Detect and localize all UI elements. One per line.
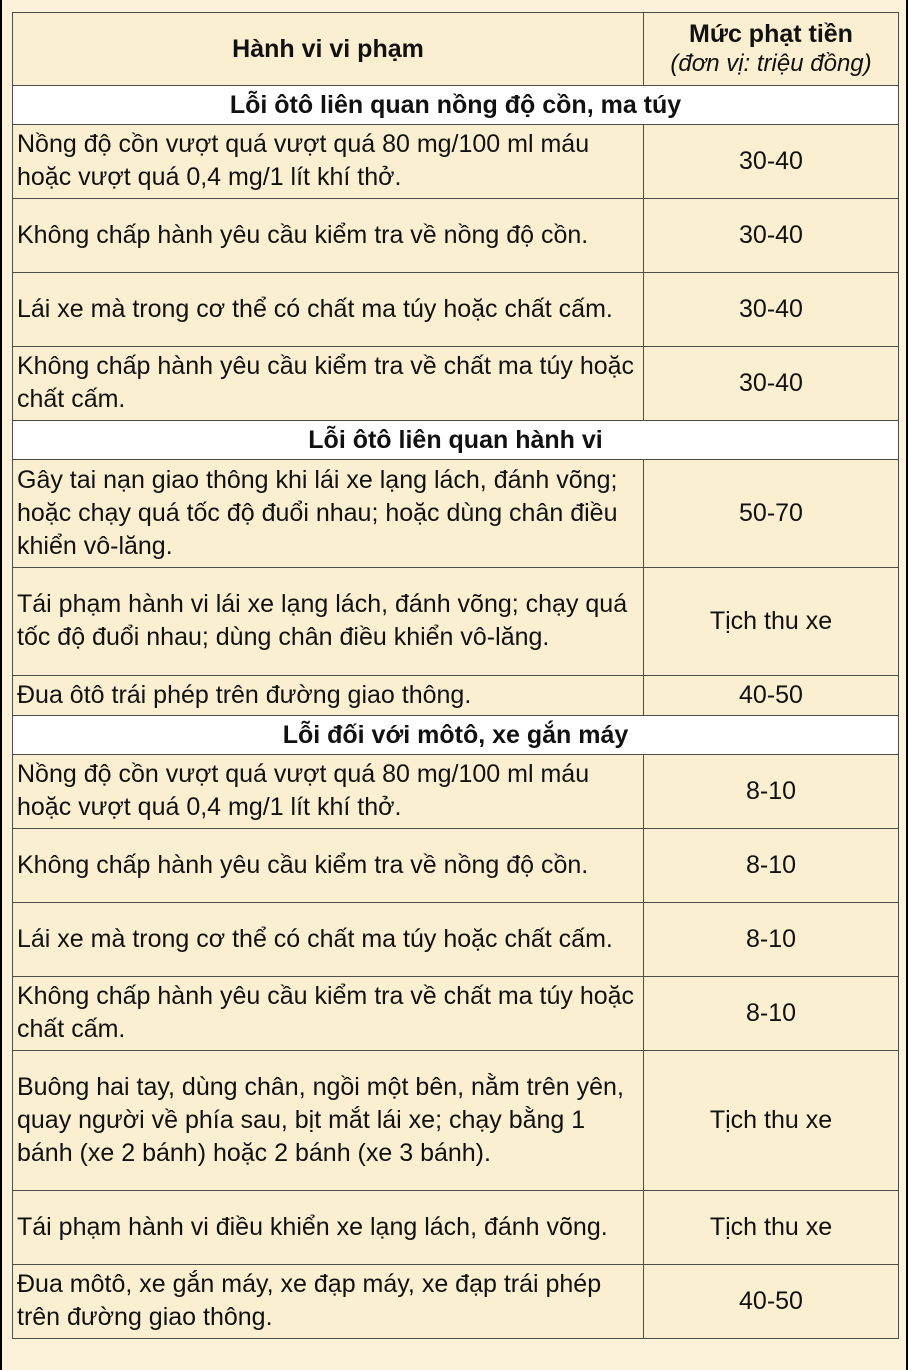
fine-value: 30-40 [644,347,899,421]
violation-text: Đua ôtô trái phép trên đường giao thông. [13,676,644,716]
fine-value: 30-40 [644,125,899,199]
table-row [13,829,899,903]
fine-value: Tịch thu xe [644,1051,899,1191]
document-frame [2,0,906,1370]
table-row [13,676,899,716]
table-header-row [13,13,899,86]
table-row [13,903,899,977]
header-violation: Hành vi vi phạm [13,13,644,86]
violation-text: Gây tai nạn giao thông khi lái xe lạng lách, đánh võng; hoặc chạy quá tốc độ đuổi nhau; hoặc dùng chân điều khiển vô-lăng. [13,460,644,568]
violation-text: Lái xe mà trong cơ thể có chất ma túy hoặc chất cấm. [13,273,644,347]
violation-text: Không chấp hành yêu cầu kiểm tra về nồng độ cồn. [13,199,644,273]
table-row [13,273,899,347]
table-row [13,347,899,421]
violation-text: Lái xe mà trong cơ thể có chất ma túy hoặc chất cấm. [13,903,644,977]
fines-table [12,12,899,1339]
fine-value: 8-10 [644,977,899,1051]
violation-text: Nồng độ cồn vượt quá vượt quá 80 mg/100 ml máu hoặc vượt quá 0,4 mg/1 lít khí thở. [13,755,644,829]
fine-value: 8-10 [644,755,899,829]
fine-value: 40-50 [644,676,899,716]
section-title: Lỗi ôtô liên quan hành vi [13,421,899,460]
violation-text: Không chấp hành yêu cầu kiểm tra về chất ma túy hoặc chất cấm. [13,347,644,421]
table-row [13,125,899,199]
section-row [13,716,899,755]
violation-text: Tái phạm hành vi lái xe lạng lách, đánh võng; chạy quá tốc độ đuổi nhau; dùng chân điều khiển vô-lăng. [13,568,644,676]
section-title: Lỗi ôtô liên quan nồng độ cồn, ma túy [13,86,899,125]
header-fine-title: Mức phạt tiền [689,20,853,48]
table-row [13,977,899,1051]
violation-text: Không chấp hành yêu cầu kiểm tra về nồng độ cồn. [13,829,644,903]
section-title: Lỗi đối với môtô, xe gắn máy [13,716,899,755]
fine-value: 30-40 [644,199,899,273]
section-row [13,421,899,460]
fine-value: 50-70 [644,460,899,568]
fine-value: 8-10 [644,903,899,977]
table-row [13,460,899,568]
table-row [13,1051,899,1191]
table-row [13,1265,899,1339]
table-row [13,755,899,829]
table-row [13,1191,899,1265]
fine-value: 40-50 [644,1265,899,1339]
table-row [13,568,899,676]
section-row [13,86,899,125]
violation-text: Buông hai tay, dùng chân, ngồi một bên, nằm trên yên, quay người về phía sau, bịt mắt lái xe; chạy bằng 1 bánh (xe 2 bánh) hoặc 2 bánh (xe 3 bánh). [13,1051,644,1191]
fine-value: 8-10 [644,829,899,903]
fine-value: Tịch thu xe [644,568,899,676]
table-row [13,199,899,273]
header-fine [644,13,899,86]
fine-value: 30-40 [644,273,899,347]
fine-value: Tịch thu xe [644,1191,899,1265]
violation-text: Nồng độ cồn vượt quá vượt quá 80 mg/100 ml máu hoặc vượt quá 0,4 mg/1 lít khí thở. [13,125,644,199]
violation-text: Không chấp hành yêu cầu kiểm tra về chất ma túy hoặc chất cấm. [13,977,644,1051]
violation-text: Đua môtô, xe gắn máy, xe đạp máy, xe đạp trái phép trên đường giao thông. [13,1265,644,1339]
violation-text: Tái phạm hành vi điều khiển xe lạng lách, đánh võng. [13,1191,644,1265]
header-fine-unit: (đơn vị: triệu đồng) [670,50,872,77]
